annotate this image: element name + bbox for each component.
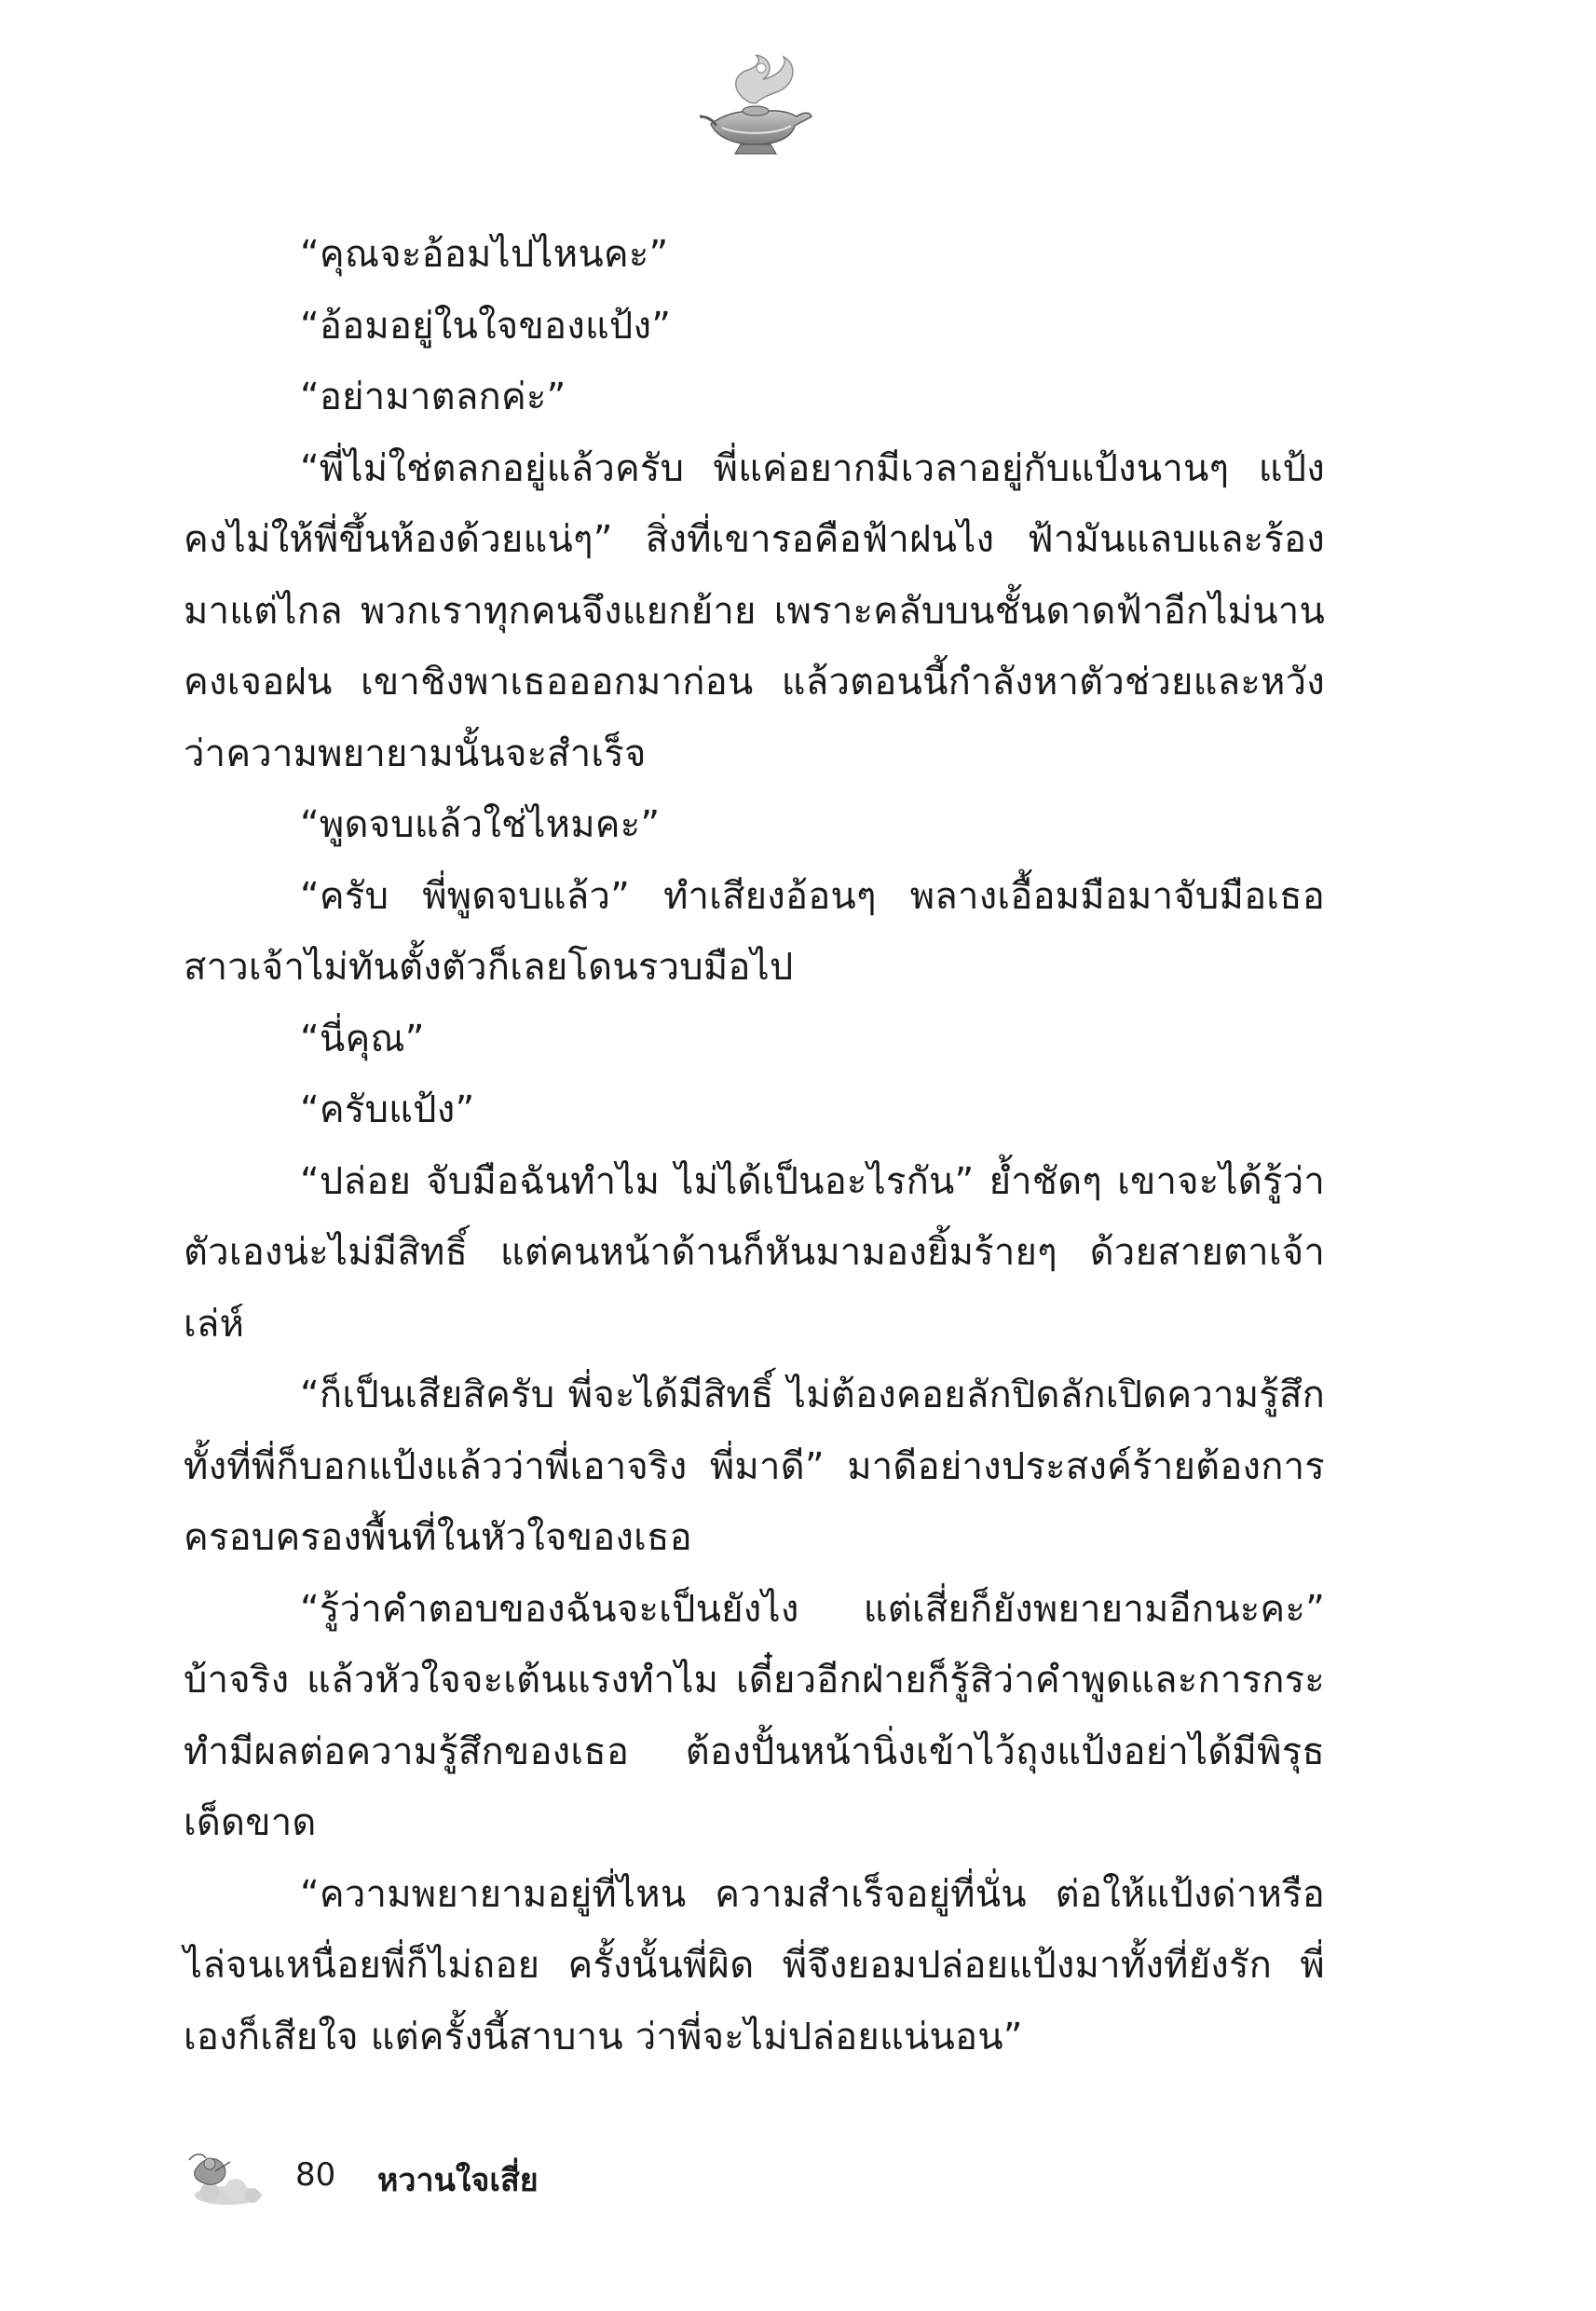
paragraph: “ครับแป้ง”	[300, 1088, 475, 1131]
paragraph: “ก็เป็นเสียสิครับ พี่จะได้มีสิทธิ์ ไม่ต้องคอยลักปิดลักเปิดความรู้สึก ทั้งที่พี่ก็บอกแป้งแล้วว่าพี่เอาจริง พี่มาดี” มาดีอย่างประสงค์ร้ายต้องการครอบครองพื้นที่ในหัวใจของเธอ	[184, 1374, 1325, 1559]
paragraph: “ครับ พี่พูดจบแล้ว” ทำเสียงอ้อนๆ พลางเอื้อมมือมาจับมือเธอ สาวเจ้าไม่ทันตั้งตัวก็เลยโดนรวบมือไป	[184, 874, 1325, 989]
body-text	[184, 219, 1325, 2072]
paragraph: “อ้อมอยู่ในใจของแป้ง”	[300, 304, 672, 348]
paragraph: “พี่ไม่ใช่ตลกอยู่แล้วครับ พี่แค่อยากมีเวลาอยู่กับแป้งนานๆ แป้งคงไม่ให้พี่ขึ้นห้องด้วยแน่ๆ” สิ่งที่เขารอคือฟ้าฝนไง ฟ้ามันแลบและร้องมาแต่ไกล พวกเราทุกคนจึงแยกย้าย เพราะคลับบนชั้นดาดฟ้าอีกไม่นานคงเจอฝน เขาชิงพาเธอออกมาก่อน แล้วตอนนี้กำลังหาตัวช่วยและหวังว่าความพยายามนั้นจะสำเร็จ	[184, 446, 1325, 775]
paragraph: “พูดจบแล้วใช่ไหมคะ”	[300, 803, 661, 846]
page-footer	[182, 2143, 834, 2208]
paragraph: “คุณจะอ้อมไปไหนคะ”	[300, 233, 669, 276]
paragraph: “นี่คุณ”	[300, 1017, 425, 1060]
paragraph: “อย่ามาตลกค่ะ”	[300, 376, 566, 418]
book-title: หวานใจเสี่ย	[377, 2162, 539, 2199]
genie-lamp-icon	[694, 51, 815, 158]
paragraph: “ปล่อย จับมือฉันทำไม ไม่ได้เป็นอะไรกัน” ย้ำชัดๆ เขาจะได้รู้ว่าตัวเองน่ะไม่มีสิทธิ์ แต่คนหน้าด้านก็หันมามองยิ้มร้ายๆ ด้วยสายตาเจ้าเล่ห์	[184, 1159, 1325, 1346]
paragraph: “รู้ว่าคำตอบของฉันจะเป็นยังไง แต่เสี่ยก็ยังพยายามอีกนะคะ” บ้าจริง แล้วหัวใจจะเต้นแรงทำไม เดี๋ยวอีกฝ่ายก็รู้สิว่าคำพูดและการกระทำมีผลต่อความรู้สึกของเธอ ต้องปั้นหน้านิ่งเข้าไว้ถุงแป้งอย่าได้มีพิรุธเด็ดขาด	[184, 1587, 1325, 1844]
page-number: 80	[295, 2156, 336, 2194]
paragraph: “ความพยายามอยู่ที่ไหน ความสำเร็จอยู่ที่นั่น ต่อให้แป้งด่าหรือไล่จนเหนื่อยพี่ก็ไม่ถอย ครั้งนั้นพี่ผิด พี่จึงยอมปล่อยแป้งมาทั้งที่ยังรัก พี่เองก็เสียใจ แต่ครั้งนี้สาบาน ว่าพี่จะไม่ปล่อยแน่นอน”	[184, 1872, 1325, 2058]
cupid-cloud-icon	[182, 2143, 266, 2208]
